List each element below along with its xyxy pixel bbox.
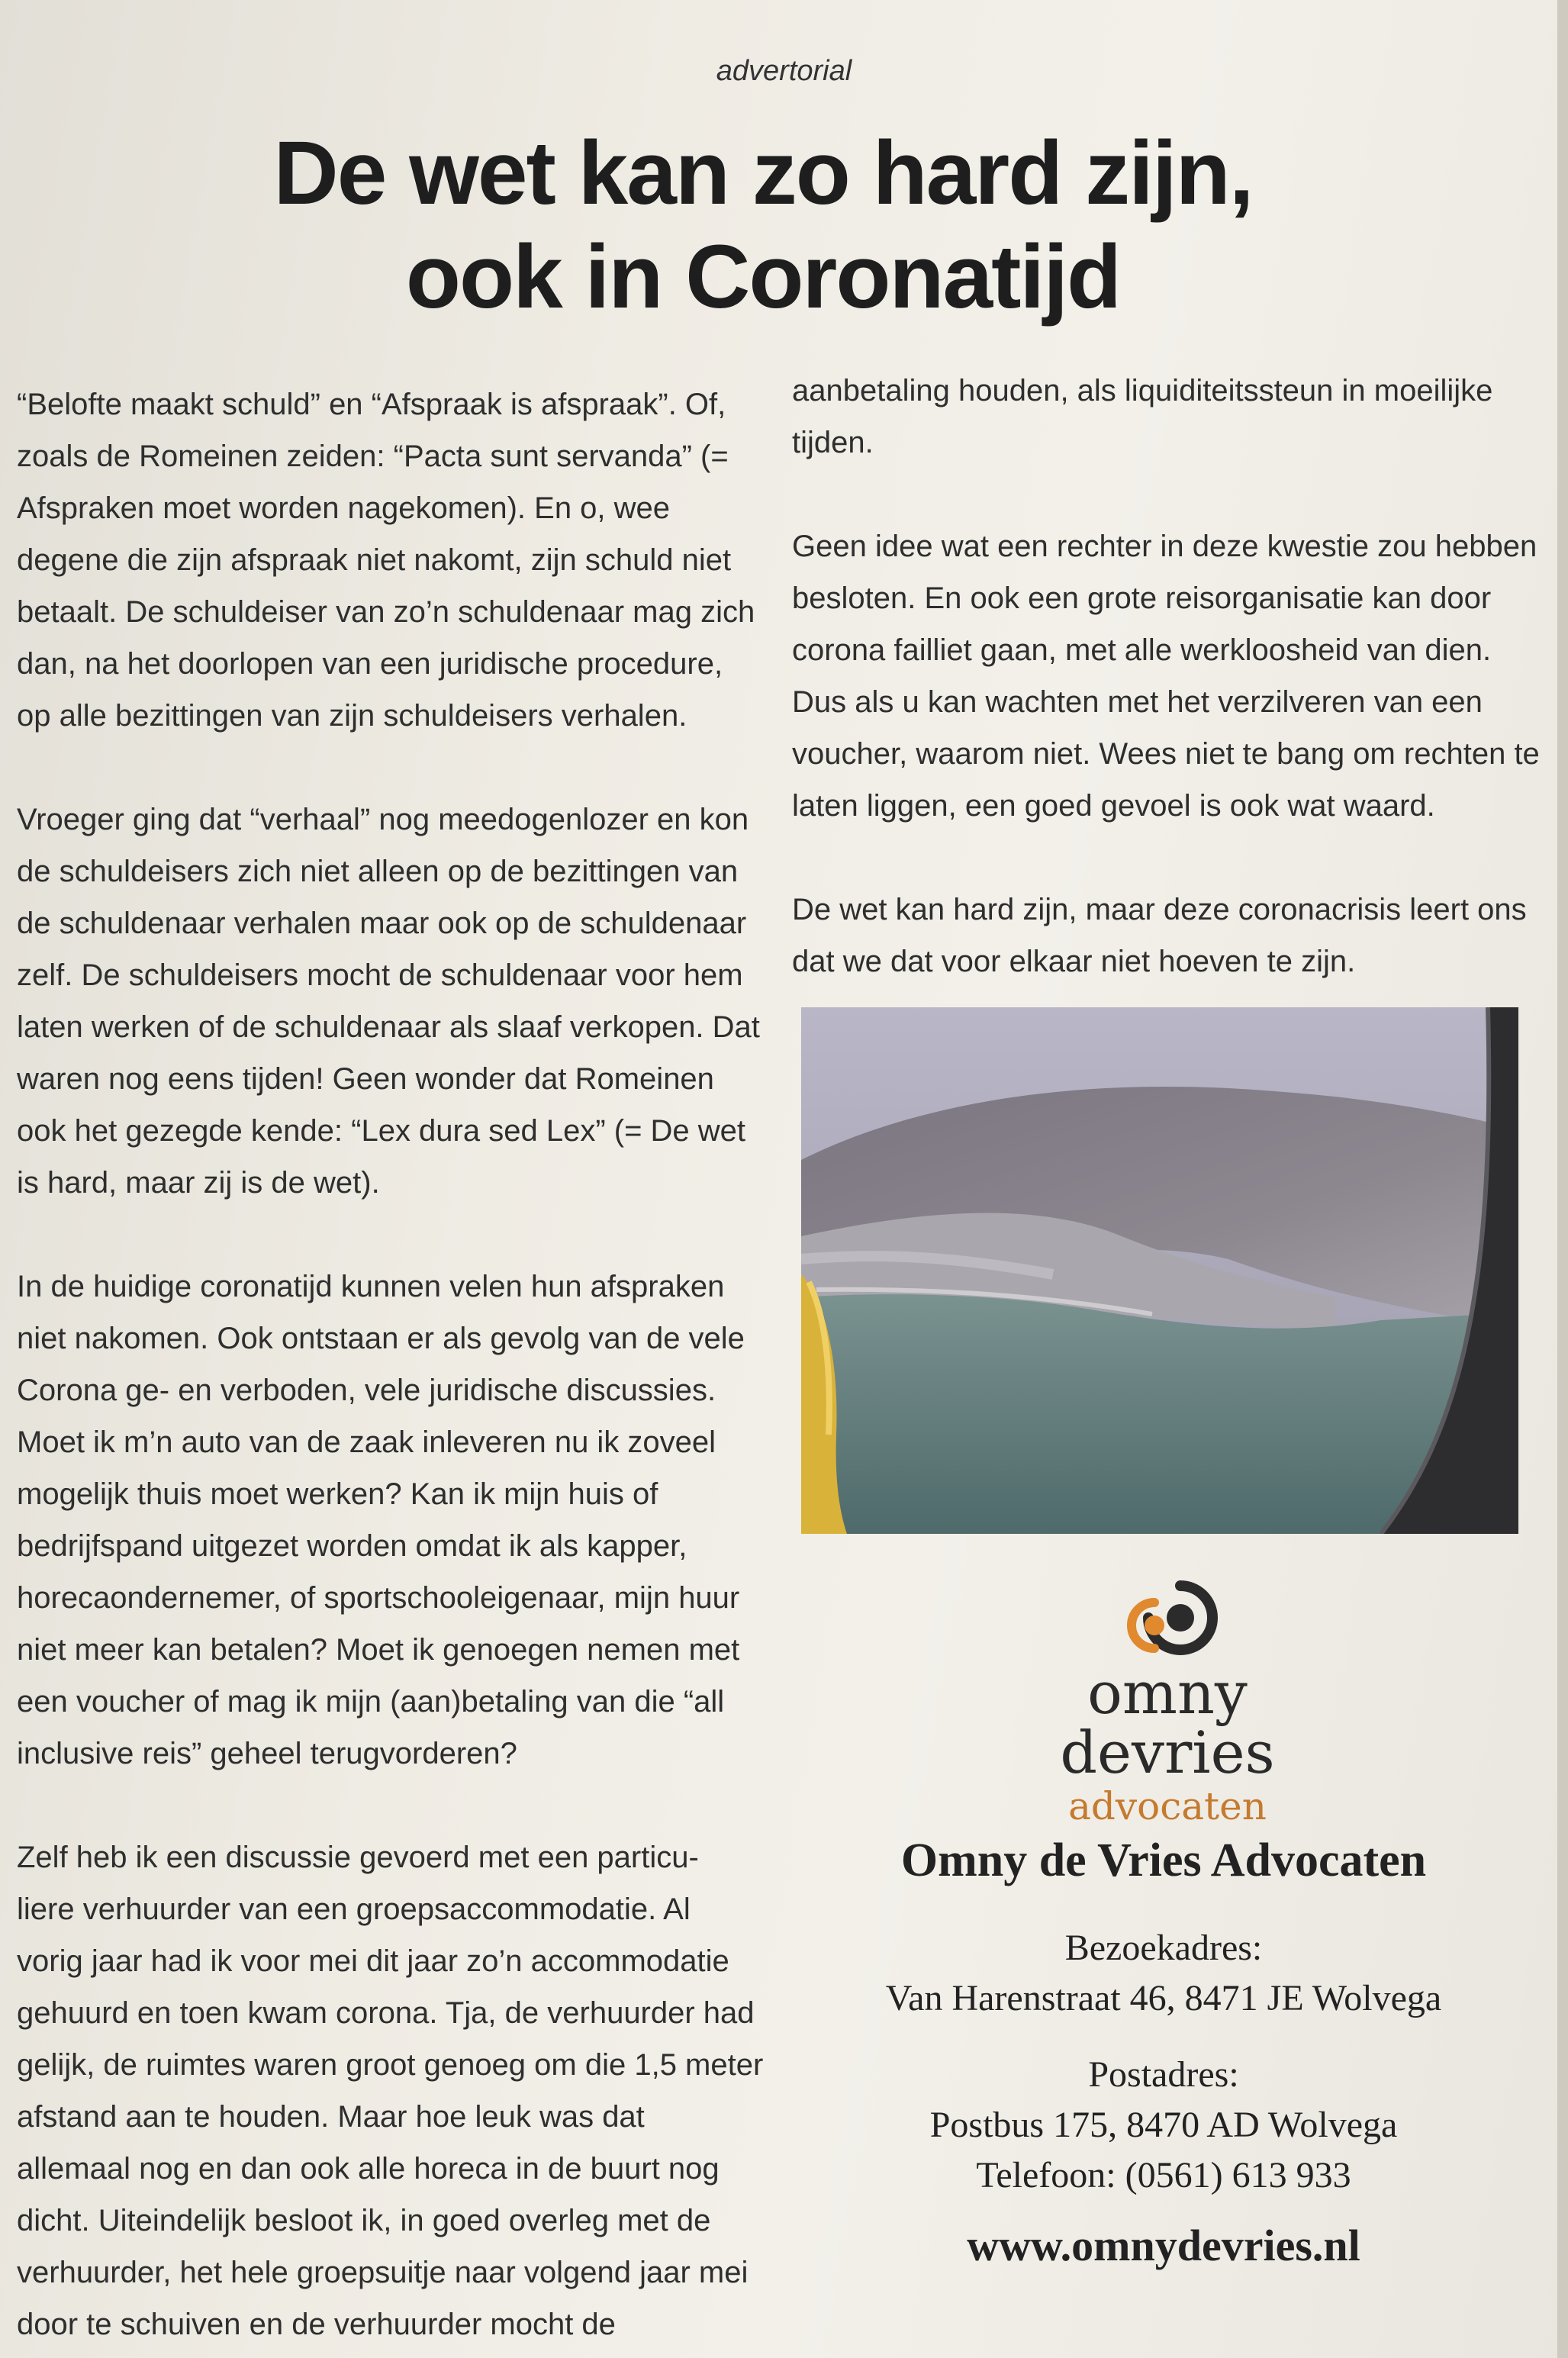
post-address: Postbus 175, 8470 AD Wolvega <box>929 2105 1398 2145</box>
post-label: Postadres: <box>1088 2054 1239 2095</box>
phone-number: Telefoon: (0561) 613 933 <box>976 2155 1351 2195</box>
left-column <box>17 379 765 2358</box>
headline <box>92 122 1434 329</box>
logo-text-advocaten: advocaten <box>1068 1784 1267 1828</box>
visit-address: Van Harenstraat 46, 8471 JE Wolvega <box>885 1978 1442 2018</box>
paragraph: aanbetaling houden, als liquiditeitssteun in moeilijke tijden. <box>792 374 1493 459</box>
visit-label: Bezoekadres: <box>1064 1928 1263 1968</box>
paragraph: Zelf heb ik een discussie gevoerd met een particu- liere verhuurder van een groepsaccommodatie. Al vorig jaar had ik voor mei dit jaar zo’n accommodatie gehuurd en toen kwam corona. Tja, de verhuurder had gelijk, de ruimtes waren groot genoeg om die 1,5 meter afstand aan te houden. Maar hoe leuk was dat allemaal nog en dan ook alle horeca in de buurt nog dicht. Uiteindelijk besloot ik, in goed overleg met de verhuurder, het hele groepsuitje naar volgend jaar mei door te schuiven en de verhuurder mocht de <box>17 1841 764 2341</box>
right-column <box>792 365 1547 1039</box>
website-link[interactable]: www.omnydevries.nl <box>967 2221 1360 2270</box>
logo-text-omny: omny <box>1087 1659 1248 1727</box>
paragraph: “Belofte maakt schuld” en “Afspraak is afspraak”. Of, zoals de Romeinen zeiden: “Pacta sunt servanda” (= Afspraken moet worden nagekomen). En o, wee degene die zijn afspraak niet nakomt, zijn schuld niet betaalt. De schuldeiser van zo’n schuldenaar mag zich dan, na het doorlopen van een juridische procedure, op alle bezittingen van zijn schuldeisers verhalen. <box>17 388 755 733</box>
page-edge <box>1557 0 1568 2358</box>
firm-name: Omny de Vries Advocaten <box>900 1835 1427 1886</box>
aerial-photo-image <box>801 1007 1518 1534</box>
logo-circles-icon <box>1110 1572 1225 1664</box>
paragraph: De wet kan hard zijn, maar deze coronacrisis leert ons dat we dat voor elkaar niet hoeven te zijn. <box>792 893 1527 978</box>
aerial-coast-photo <box>801 1007 1518 1534</box>
kicker-label: advertorial <box>716 55 852 87</box>
headline-line-1: De wet kan zo hard zijn, <box>273 123 1253 224</box>
paragraph: Vroeger ging dat “verhaal” nog meedogenlozer en kon de schuldeisers zich niet alleen op de bezittingen van de schuldenaar verhalen maar ook op de schuldenaar zelf. De schuldeisers mocht de schuldenaar voor hem laten werken of de schuldenaar als slaaf verkopen. Dat waren nog eens tijden! Geen wonder dat Romeinen ook het gezegde kende: “Lex dura sed Lex” (= De wet is hard, maar zij is de wet). <box>17 803 760 1200</box>
paragraph: In de huidige coronatijd kunnen velen hun afspraken niet nakomen. Ook ontstaan er als gevolg van de vele Corona ge- en verboden, vele juridische discussies. Moet ik m’n auto van de zaak inleveren nu ik zoveel mogelijk thuis moet werken? Kan ik mijn huis of bedrijfspand uitgezet worden omdat ik als kapper, horecaondernemer, of sportschooleigenaar, mijn huur niet meer kan betalen? Moet ik genoegen nemen met een voucher of mag ik mijn (aan)betaling van die “all inclusive reis” geheel terugvorderen? <box>17 1270 745 1770</box>
logo-text-devries: devries <box>1060 1719 1275 1786</box>
headline-line-2: ook in Coronatijd <box>405 226 1121 327</box>
paragraph: Geen idee wat een rechter in deze kwestie zou hebben besloten. En ook een grote reisorganisatie kan door corona failliet gaan, met alle werkloosheid van dien. Dus als u kan wachten met het verzilveren van een voucher, waarom niet. Wees niet te bang om rechten te laten liggen, een goed gevoel is ook wat waard. <box>792 530 1540 823</box>
contact-block <box>794 1824 1534 2280</box>
